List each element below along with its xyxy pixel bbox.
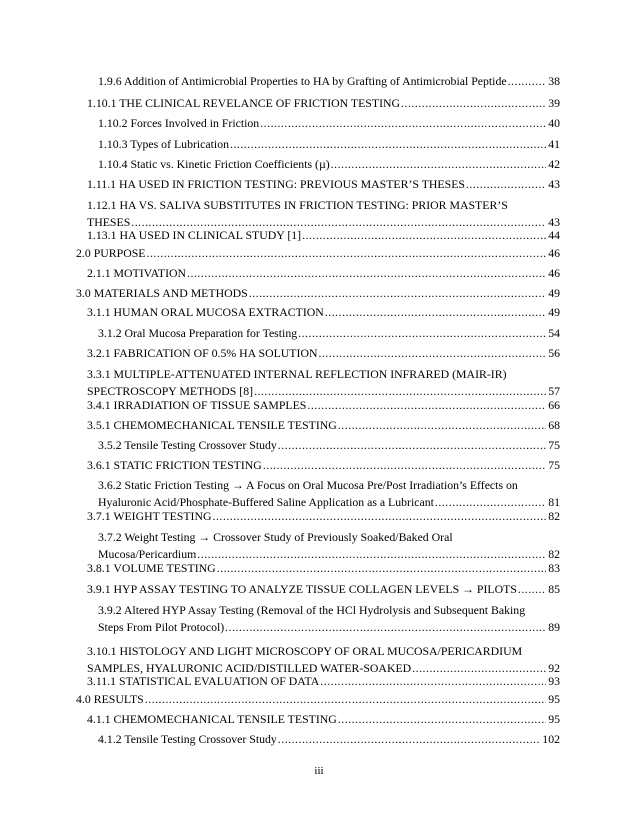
toc-entry[interactable] bbox=[98, 325, 560, 342]
toc-entry-page: 75 bbox=[548, 458, 560, 472]
toc-entry-page: 66 bbox=[548, 398, 560, 412]
dot-leader bbox=[213, 508, 547, 525]
toc-entry-title: 3.9.1 HYP ASSAY TESTING TO ANALYZE TISSUE COLLAGEN LEVELS → PILOTS bbox=[87, 582, 517, 596]
toc-entry-page: 54 bbox=[548, 326, 560, 340]
toc-entry-page: 38 bbox=[548, 74, 560, 88]
toc-entry[interactable] bbox=[98, 136, 560, 153]
toc-entry-title: 3.2.1 FABRICATION OF 0.5% HA SOLUTION bbox=[87, 346, 318, 360]
toc-entry[interactable] bbox=[87, 711, 560, 728]
dot-leader bbox=[318, 345, 546, 362]
toc-entry-page: 49 bbox=[548, 305, 560, 319]
toc-entry-title: 3.7.1 WEIGHT TESTING bbox=[87, 509, 212, 523]
toc-entry[interactable] bbox=[87, 227, 560, 244]
toc-entry-page: 82 bbox=[548, 509, 560, 523]
toc-entry-title: 1.10.1 THE CLINICAL REVELANCE OF FRICTION TESTING bbox=[87, 96, 401, 110]
dot-leader bbox=[466, 176, 546, 193]
toc-entry-title: 4.0 RESULTS bbox=[76, 692, 144, 706]
toc-entry-title: 3.4.1 IRRADIATION OF TISSUE SAMPLES bbox=[87, 398, 307, 412]
toc-entry-title: 3.11.1 STATISTICAL EVALUATION OF DATA bbox=[87, 674, 320, 688]
dot-leader bbox=[325, 304, 546, 321]
toc-entry-page: 42 bbox=[548, 157, 560, 171]
dot-leader bbox=[298, 325, 546, 342]
dot-leader bbox=[307, 397, 546, 414]
toc-entry-title-line1: 3.3.1 MULTIPLE-ATTENUATED INTERNAL REFLECTION INFRARED (MAIR-IR) bbox=[87, 367, 507, 381]
dot-leader bbox=[302, 227, 546, 244]
toc-entry-page: 68 bbox=[548, 418, 560, 432]
dot-leader bbox=[518, 581, 546, 598]
dot-leader bbox=[230, 136, 546, 153]
toc-entry-title: 3.1.1 HUMAN ORAL MUCOSA EXTRACTION bbox=[87, 305, 324, 319]
toc-entry-title-line1: 1.12.1 HA VS. SALIVA SUBSTITUTES IN FRICTION TESTING: PRIOR MASTER’S bbox=[87, 198, 508, 212]
page-number: iii bbox=[314, 765, 324, 777]
toc-entry-title-line1: 3.6.2 Static Friction Testing → A Focus on Oral Mucosa Pre/Post Irradiation’s Effects on bbox=[98, 478, 518, 492]
dot-leader bbox=[278, 731, 541, 748]
toc-entry-title: Mucosa/Pericardium bbox=[98, 547, 197, 562]
toc-entry[interactable] bbox=[98, 156, 560, 173]
toc-entry-page: 43 bbox=[548, 177, 560, 191]
dot-leader bbox=[225, 619, 546, 636]
toc-entry[interactable] bbox=[76, 285, 560, 302]
dot-leader bbox=[320, 673, 546, 690]
toc-entry-page: 95 bbox=[548, 692, 560, 706]
dot-leader bbox=[249, 285, 546, 302]
dot-leader bbox=[217, 560, 547, 577]
dot-leader bbox=[338, 711, 546, 728]
toc-entry[interactable] bbox=[76, 245, 560, 262]
toc-entry-title: 1.10.2 Forces Involved in Friction bbox=[98, 116, 260, 130]
toc-entry[interactable] bbox=[87, 95, 560, 112]
toc-entry[interactable] bbox=[87, 176, 560, 193]
toc-entry[interactable] bbox=[98, 602, 560, 637]
toc-entry-page: 46 bbox=[548, 266, 560, 280]
dot-leader bbox=[263, 457, 546, 474]
dot-leader bbox=[278, 437, 546, 454]
toc-entry-title: 1.10.4 Static vs. Kinetic Friction Coefficients (µ) bbox=[98, 157, 330, 171]
toc-entry-title: Steps From Pilot Protocol) bbox=[98, 620, 225, 635]
toc-entry[interactable] bbox=[98, 115, 560, 132]
dot-leader bbox=[508, 73, 547, 90]
toc-entry-title-line1: 3.9.2 Altered HYP Assay Testing (Removal of the HCl Hydrolysis and Subsequent Baking bbox=[98, 603, 526, 617]
toc-entry-page: 92 bbox=[548, 661, 560, 676]
toc-entry[interactable] bbox=[98, 477, 560, 512]
toc-entry-page: 43 bbox=[548, 215, 560, 230]
toc-entry-title: THESES bbox=[87, 215, 131, 230]
toc-entry-title: 3.5.1 CHEMOMECHANICAL TENSILE TESTING bbox=[87, 418, 337, 432]
toc-entry-page: 85 bbox=[548, 582, 560, 596]
toc-entry-page: 57 bbox=[548, 384, 560, 399]
toc-entry[interactable] bbox=[87, 673, 560, 690]
toc-entry-title: 2.1.1 MOTIVATION bbox=[87, 266, 187, 280]
toc-entry-title: 3.0 MATERIALS AND METHODS bbox=[76, 286, 248, 300]
dot-leader bbox=[147, 245, 547, 262]
toc-entry-title: 4.1.1 CHEMOMECHANICAL TENSILE TESTING bbox=[87, 712, 337, 726]
toc-entry-page: 75 bbox=[548, 438, 560, 452]
toc-entry[interactable] bbox=[98, 731, 560, 748]
toc-entry[interactable] bbox=[87, 397, 560, 414]
dot-leader bbox=[331, 156, 547, 173]
toc-entry-title: 1.10.3 Types of Lubrication bbox=[98, 137, 229, 151]
toc-entry-page: 49 bbox=[548, 286, 560, 300]
toc-entry[interactable] bbox=[87, 345, 560, 362]
toc-entry-title: 4.1.2 Tensile Testing Crossover Study bbox=[98, 732, 277, 746]
dot-leader bbox=[401, 95, 546, 112]
toc-entry-title: SAMPLES, HYALURONIC ACID/DISTILLED WATER-SOAKED bbox=[87, 661, 412, 676]
toc-entry-page: 46 bbox=[548, 246, 560, 260]
toc-entry-page: 39 bbox=[548, 96, 560, 110]
toc-entry-title: SPECTROSCOPY METHODS [8] bbox=[87, 384, 254, 399]
toc-entry[interactable] bbox=[87, 508, 560, 525]
toc-entry-page: 56 bbox=[548, 346, 560, 360]
toc-entry[interactable] bbox=[87, 457, 560, 474]
toc-entry[interactable] bbox=[87, 581, 560, 598]
toc-entry-page: 93 bbox=[548, 674, 560, 688]
toc-entry[interactable] bbox=[76, 691, 560, 708]
toc-entry[interactable] bbox=[98, 437, 560, 454]
toc-entry[interactable] bbox=[87, 265, 560, 282]
toc-entry-title: 3.5.2 Tensile Testing Crossover Study bbox=[98, 438, 277, 452]
toc-entry-title: 3.6.1 STATIC FRICTION TESTING bbox=[87, 458, 262, 472]
toc-entry-title-line1: 3.7.2 Weight Testing → Crossover Study of Previously Soaked/Baked Oral bbox=[98, 530, 453, 544]
toc-entry-page: 81 bbox=[548, 495, 560, 510]
toc-entry[interactable] bbox=[87, 304, 560, 321]
toc-entry-page: 44 bbox=[548, 228, 560, 242]
toc-entry-title: Hyaluronic Acid/Phosphate-Buffered Saline Application as a Lubricant bbox=[98, 495, 434, 510]
toc-entry-title: 1.11.1 HA USED IN FRICTION TESTING: PREVIOUS MASTER’S THESES bbox=[87, 177, 465, 191]
dot-leader bbox=[145, 691, 546, 708]
toc-entry[interactable] bbox=[98, 529, 560, 564]
toc-entry[interactable] bbox=[87, 417, 560, 434]
toc-entry-title: 3.1.2 Oral Mucosa Preparation for Testing bbox=[98, 326, 298, 340]
toc-entry[interactable] bbox=[87, 366, 560, 401]
dot-leader bbox=[187, 265, 546, 282]
toc-entry-page: 82 bbox=[548, 547, 560, 562]
toc-entry-page: 89 bbox=[548, 620, 560, 635]
toc-entry-title: 1.13.1 HA USED IN CLINICAL STUDY [1] bbox=[87, 228, 302, 242]
toc-entry-title: 1.9.6 Addition of Antimicrobial Properties to HA by Grafting of Antimicrobial Peptide bbox=[98, 74, 507, 88]
toc-entry[interactable] bbox=[98, 73, 560, 90]
toc-entry[interactable] bbox=[87, 560, 560, 577]
dot-leader bbox=[338, 417, 546, 434]
toc-entry-page: 102 bbox=[542, 732, 560, 746]
toc-entry-page: 83 bbox=[548, 561, 560, 575]
dot-leader bbox=[260, 115, 546, 132]
toc-entry-page: 40 bbox=[548, 116, 560, 130]
toc-entry-page: 41 bbox=[548, 137, 560, 151]
toc-entry-page: 95 bbox=[548, 712, 560, 726]
toc-entry-title: 2.0 PURPOSE bbox=[76, 246, 146, 260]
toc-entry-title: 3.8.1 VOLUME TESTING bbox=[87, 561, 216, 575]
toc-entry-title-line1: 3.10.1 HISTOLOGY AND LIGHT MICROSCOPY OF ORAL MUCOSA/PERICARDIUM bbox=[87, 644, 523, 658]
